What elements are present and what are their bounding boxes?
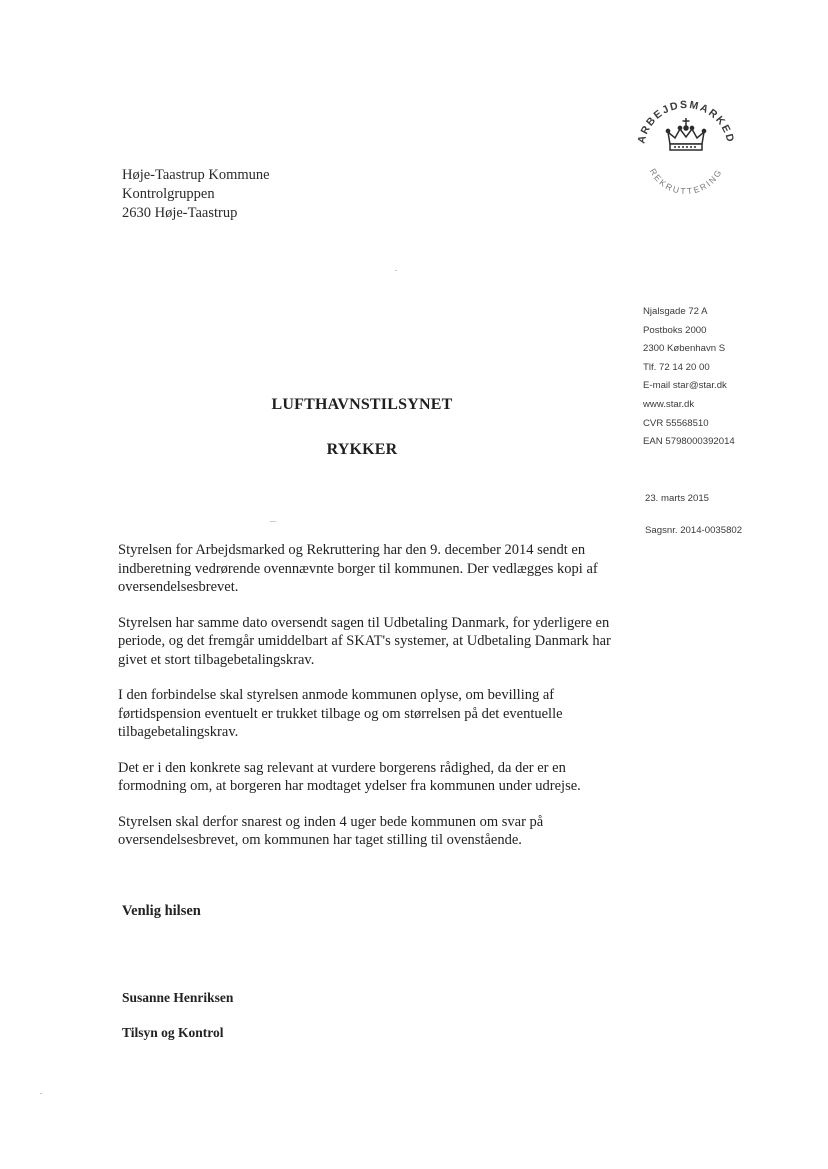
scan-speck <box>270 521 276 522</box>
sender-ean: EAN 5798000392014 <box>643 436 735 448</box>
closing-greeting: Venlig hilsen <box>122 903 201 919</box>
body-paragraph-4: Det er i den konkrete sag relevant at vurdere borgerens rådighed, da der er en formodning om, at borgeren har modtaget ydelser fra kommunen under udrejse. <box>118 759 581 794</box>
body-paragraph-5: Styrelsen skal derfor snarest og inden 4 uger bede kommunen om svar på oversendelsesbrevet, om kommunen har taget stilling til ovenstående. <box>118 813 544 848</box>
recipient-line-municipality: Høje-Taastrup Kommune <box>122 167 270 183</box>
sender-website: www.star.dk <box>643 398 695 410</box>
letter-date: 23. marts 2015 <box>645 493 709 504</box>
scan-speck <box>40 1093 42 1094</box>
sender-postbox: Postboks 2000 <box>643 324 707 336</box>
crown-icon <box>666 118 705 150</box>
recipient-line-postal: 2630 Høje-Taastrup <box>122 205 238 221</box>
body-paragraph-2: Styrelsen har samme dato oversendt sagen til Udbetaling Danmark, for yderligere en periode, og det fremgår umiddelbart af SKAT's systemer, at Udbetaling Danmark har givet et stort tilbagebetalingskrav. <box>118 614 611 668</box>
body-paragraph-1: Styrelsen for Arbejdsmarked og Rekruttering har den 9. december 2014 sendt en indberetning vedrørende ovennævnte borger til kommunen. Der vedlægges kopi af oversendelsesbrevet. <box>118 542 598 595</box>
body-paragraph-3: I den forbindelse skal styrelsen anmode kommunen oplyse, om bevilling af førtidspension eventuelt er trukket tilbage og om størrelsen på det eventuelle tilbagebetalingskrav. <box>118 687 563 740</box>
signatory-name: Susanne Henriksen <box>122 990 234 1005</box>
stamp-bottom-text: REKRUTTERING <box>647 166 725 197</box>
recipient-address <box>122 166 270 223</box>
sender-cvr: CVR 55568510 <box>643 417 709 429</box>
recipient-line-department: Kontrolgruppen <box>122 186 215 202</box>
scan-speck <box>395 270 397 271</box>
letter-body <box>118 541 618 867</box>
letter-subtitle: RYKKER <box>326 441 398 458</box>
sender-street: Njalsgade 72 A <box>643 306 708 317</box>
stamp-top-text: ARBEJDSMARKED <box>635 98 737 145</box>
signatory-department: Tilsyn og Kontrol <box>122 1025 224 1040</box>
agency-stamp-logo <box>628 88 744 204</box>
stamp-svg <box>628 88 744 204</box>
case-number: Sagsnr. 2014-0035802 <box>645 525 743 536</box>
sender-city: 2300 København S <box>643 343 726 355</box>
sender-phone: Tlf. 72 14 20 00 <box>643 361 710 373</box>
letter-title: LUFTHAVNSTILSYNET <box>271 396 453 413</box>
sender-info-block <box>643 303 735 452</box>
sender-email: E-mail star@star.dk <box>643 380 727 392</box>
